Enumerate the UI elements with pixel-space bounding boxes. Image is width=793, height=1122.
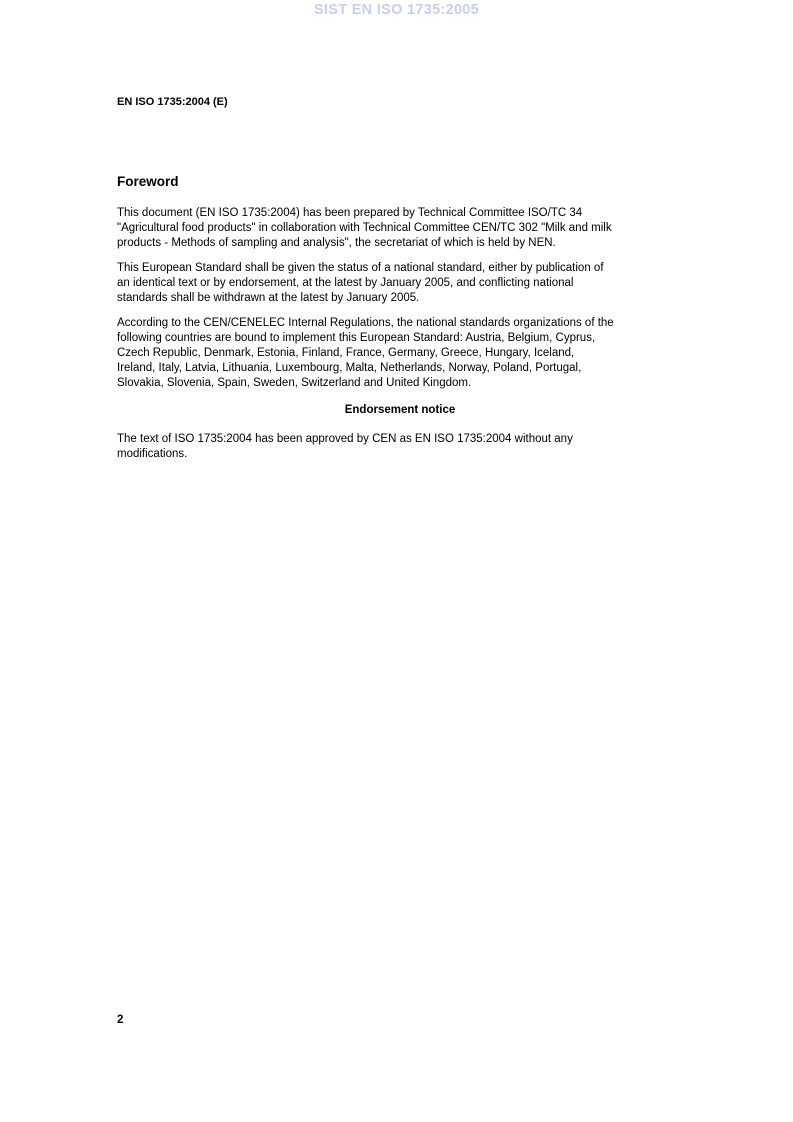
text-line: modifications. bbox=[117, 448, 188, 460]
foreword-paragraph bbox=[117, 316, 683, 391]
watermark: SIST EN ISO 1735:2005 bbox=[313, 2, 480, 18]
text-line: standards shall be withdrawn at the latest by January 2005. bbox=[117, 292, 420, 304]
text-line: Ireland, Italy, Latvia, Lithuania, Luxembourg, Malta, Netherlands, Norway, Poland, Portugal, bbox=[117, 362, 582, 374]
text-line: "Agricultural food products" in collaboration with Technical Committee CEN/TC 302 "Milk and milk bbox=[117, 222, 612, 234]
endorsement-heading: Endorsement notice bbox=[344, 404, 456, 416]
endorsement-paragraph bbox=[117, 432, 683, 462]
foreword-section bbox=[117, 173, 683, 472]
page-number: 2 bbox=[117, 1014, 124, 1026]
text-line: an identical text or by endorsement, at the latest by January 2005, and conflicting national bbox=[117, 277, 574, 289]
text-line: This document (EN ISO 1735:2004) has been prepared by Technical Committee ISO/TC 34 bbox=[117, 207, 583, 219]
foreword-paragraph bbox=[117, 206, 683, 251]
document-identifier: EN ISO 1735:2004 (E) bbox=[117, 96, 228, 108]
text-line: According to the CEN/CENELEC Internal Regulations, the national standards organizations of the bbox=[117, 317, 614, 329]
foreword-heading: Foreword bbox=[117, 174, 179, 189]
text-line: Slovakia, Slovenia, Spain, Sweden, Switzerland and United Kingdom. bbox=[117, 377, 472, 389]
foreword-paragraph bbox=[117, 261, 683, 306]
text-line: This European Standard shall be given the status of a national standard, either by publication of bbox=[117, 262, 604, 274]
text-line: The text of ISO 1735:2004 has been approved by CEN as EN ISO 1735:2004 without any bbox=[117, 433, 573, 445]
text-line: products - Methods of sampling and analysis", the secretariat of which is held by NEN. bbox=[117, 237, 556, 249]
text-line: Czech Republic, Denmark, Estonia, Finland, France, Germany, Greece, Hungary, Iceland, bbox=[117, 347, 575, 359]
text-line: following countries are bound to implement this European Standard: Austria, Belgium, Cyprus, bbox=[117, 332, 596, 344]
